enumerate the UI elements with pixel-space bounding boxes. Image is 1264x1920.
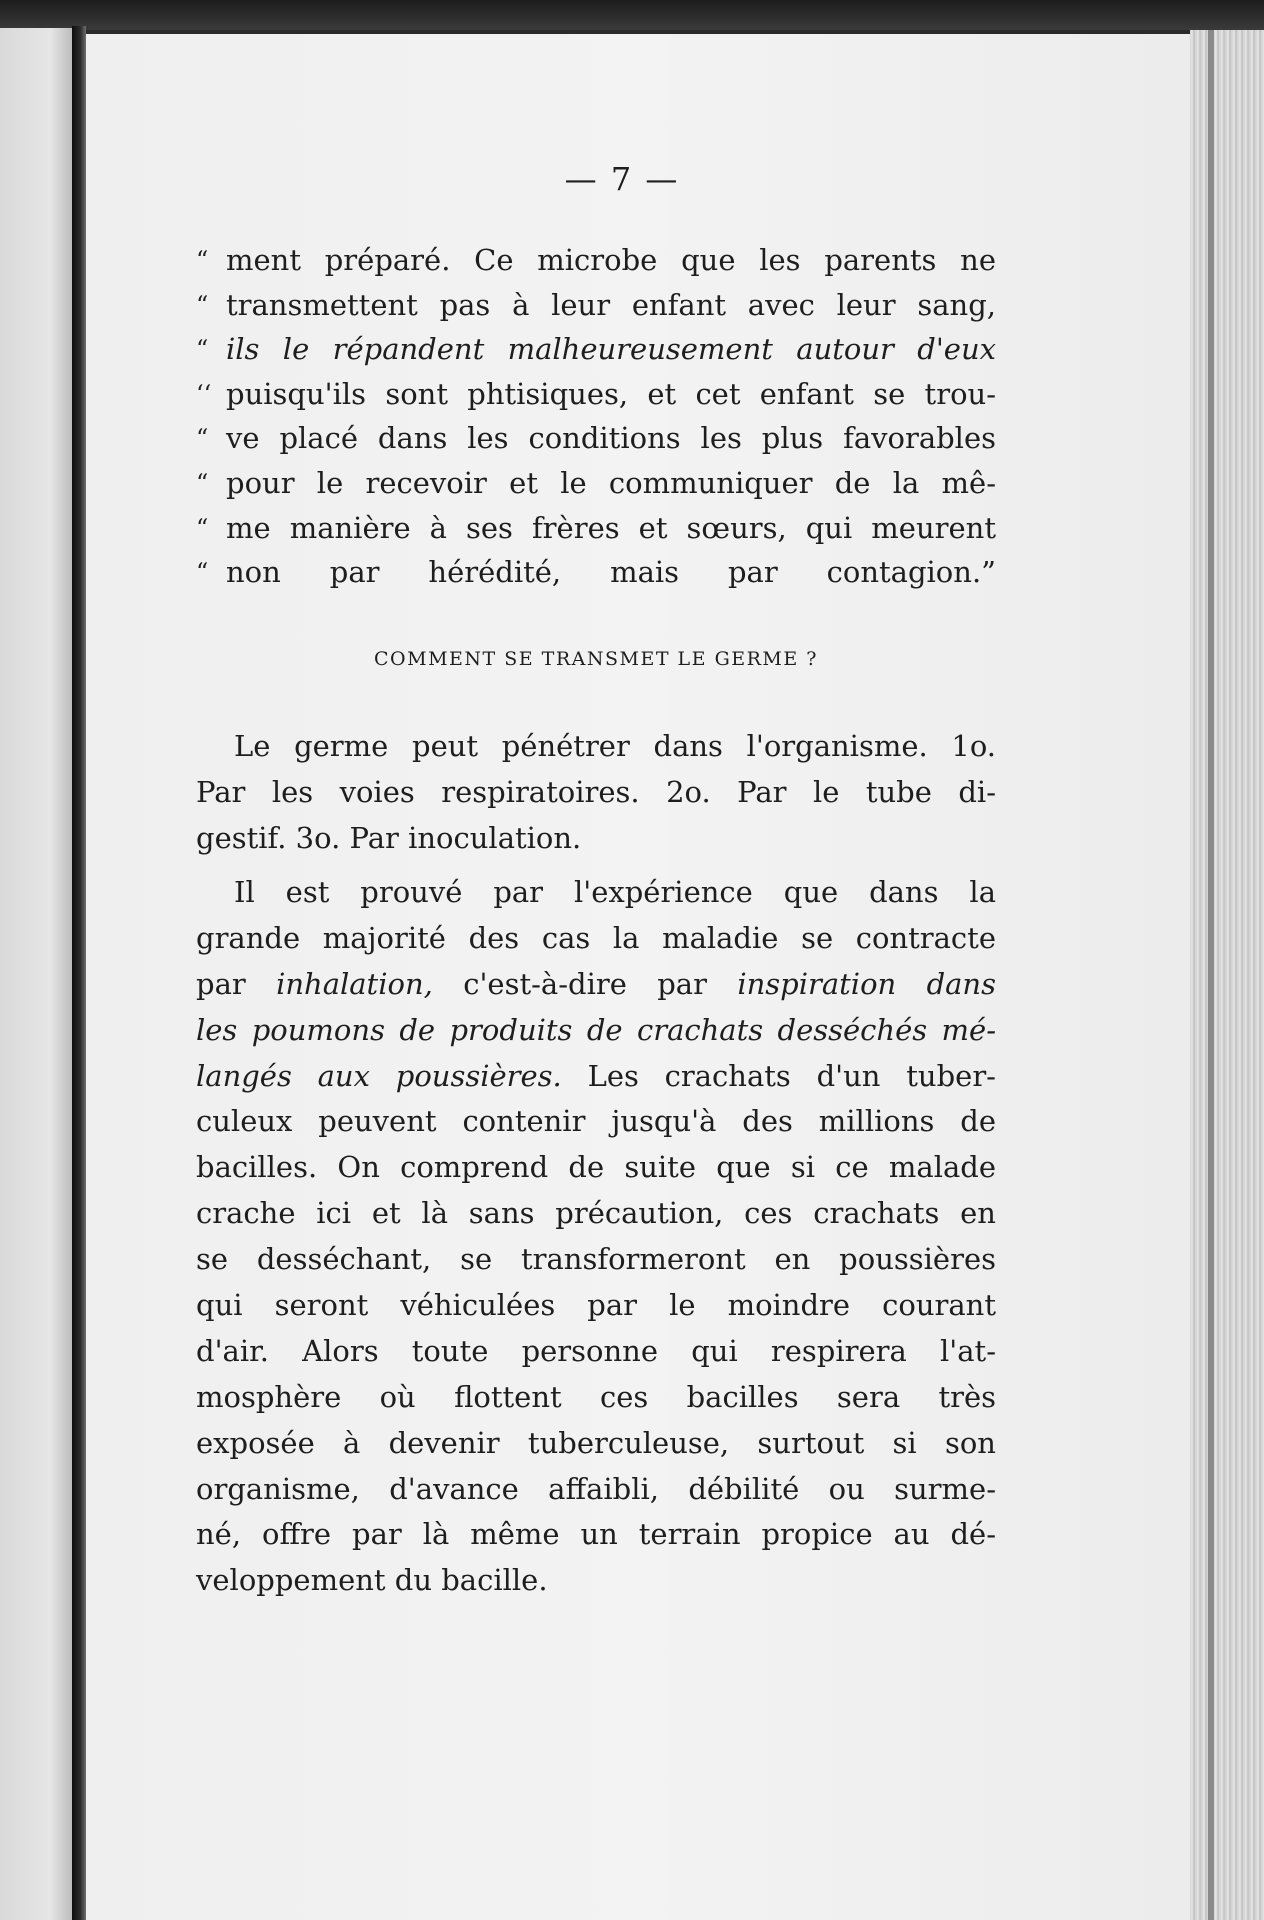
text-run: ve placé dans les conditions les plus favorables <box>226 421 996 456</box>
quote-mark: “ <box>196 246 209 274</box>
paragraph-line <box>196 1512 996 1558</box>
text-run: Le germe peut pénétrer dans l'organisme. 1o. <box>234 729 996 763</box>
quote-line-text <box>226 416 996 461</box>
paragraph-line <box>196 1237 996 1283</box>
page-stack-edge <box>1190 30 1264 1920</box>
quote-mark: “ <box>196 290 209 319</box>
text-run: d'air. Alors toute personne qui respirera l'at- <box>196 1333 996 1368</box>
italic-text: ils le répandent malheureusement autour d'eux <box>226 332 996 367</box>
book-gutter <box>72 26 86 1920</box>
quote-line <box>196 372 996 417</box>
quote-mark: “ <box>196 468 209 497</box>
text-run: veloppement du bacille. <box>196 1563 548 1598</box>
quote-line-text <box>226 283 996 328</box>
quote-line-text <box>226 506 996 551</box>
text-run: ment préparé. Ce microbe que les parents ne <box>226 243 996 277</box>
italic-text: langés aux poussières. <box>196 1058 562 1093</box>
page-number: — 7 — <box>564 160 680 198</box>
paragraph-line <box>196 770 996 816</box>
paragraph-inhalation <box>196 870 996 1604</box>
text-run: pour le recevoir et le communiquer de la mê- <box>226 465 996 500</box>
paragraph-line <box>196 916 996 962</box>
text-run: grande majorité des cas la maladie se contracte <box>196 920 996 955</box>
quote-line <box>196 238 996 283</box>
quote-line-text <box>226 372 996 417</box>
paragraph-line <box>196 1054 996 1100</box>
paragraph-line <box>196 962 996 1008</box>
text-run: culeux peuvent contenir jusqu'à des millions de <box>196 1104 996 1139</box>
quote-line <box>196 550 996 595</box>
quote-mark: “ <box>196 335 209 364</box>
text-run: exposée à devenir tuberculeuse, surtout si son <box>196 1425 996 1460</box>
paragraph-line <box>196 1329 996 1375</box>
quote-line-text <box>226 461 996 506</box>
paragraph-line <box>196 1099 996 1145</box>
text-run: c'est-à-dire par <box>432 966 738 1001</box>
quote-line-text <box>226 238 996 283</box>
quote-mark: “ <box>196 424 209 453</box>
paragraph-line <box>196 724 996 770</box>
quote-line <box>196 327 996 372</box>
text-run: Les crachats d'un tuber- <box>561 1058 996 1093</box>
paragraph-line <box>196 816 996 862</box>
text-run: Par les voies respiratoires. 2o. Par le tube di- <box>196 774 996 809</box>
scan-top-border <box>0 0 1264 30</box>
paragraph-line <box>196 1375 996 1421</box>
section-heading: COMMENT SE TRANSMET LE GERME ? <box>374 648 818 670</box>
quoted-passage <box>196 238 996 595</box>
paragraph-line <box>196 1145 996 1191</box>
italic-text: inhalation, <box>276 966 433 1001</box>
paragraph-line <box>196 1558 996 1604</box>
quote-line-text <box>226 550 996 595</box>
quote-line <box>196 283 996 328</box>
paragraph-transmission-routes <box>196 724 996 862</box>
text-run: par <box>196 966 277 1001</box>
italic-text: les poumons de produits de crachats desséchés mé- <box>196 1012 996 1047</box>
paragraph-line <box>196 1467 996 1513</box>
text-run: puisqu'ils sont phtisiques, et cet enfant se trou- <box>226 376 996 411</box>
quote-line <box>196 416 996 461</box>
quote-line <box>196 461 996 506</box>
text-run: se desséchant, se transformeront en poussières <box>196 1242 996 1277</box>
text-run: non par hérédité, mais par contagion.” <box>226 555 996 590</box>
text-run: qui seront véhiculées par le moindre courant <box>196 1288 996 1323</box>
quote-mark: “ <box>196 558 209 587</box>
quote-line <box>196 506 996 551</box>
paragraph-line <box>196 1283 996 1329</box>
paragraph-line <box>196 1191 996 1237</box>
paragraph-line <box>196 870 996 916</box>
facing-page-edge <box>0 28 72 1920</box>
italic-text: inspiration dans <box>737 966 996 1001</box>
text-run: organisme, d'avance affaibli, débilité ou surme- <box>196 1471 996 1506</box>
text-run: me manière à ses frères et sœurs, qui meurent <box>226 510 996 545</box>
text-run: Il est prouvé par l'expérience que dans la <box>234 875 996 909</box>
quote-mark: “ <box>196 513 209 542</box>
text-run: bacilles. On comprend de suite que si ce malade <box>196 1150 996 1185</box>
text-run: mosphère où flottent ces bacilles sera très <box>196 1379 996 1414</box>
paragraph-line <box>196 1008 996 1054</box>
text-run: né, offre par là même un terrain propice au dé- <box>196 1517 996 1552</box>
paragraph-line <box>196 1421 996 1467</box>
quote-mark: ‘‘ <box>196 379 212 408</box>
text-run: transmettent pas à leur enfant avec leur sang, <box>226 287 996 322</box>
text-run: crache ici et là sans précaution, ces crachats en <box>196 1196 996 1231</box>
text-run: gestif. 3o. Par inoculation. <box>196 820 582 855</box>
quote-line-text <box>226 327 996 372</box>
